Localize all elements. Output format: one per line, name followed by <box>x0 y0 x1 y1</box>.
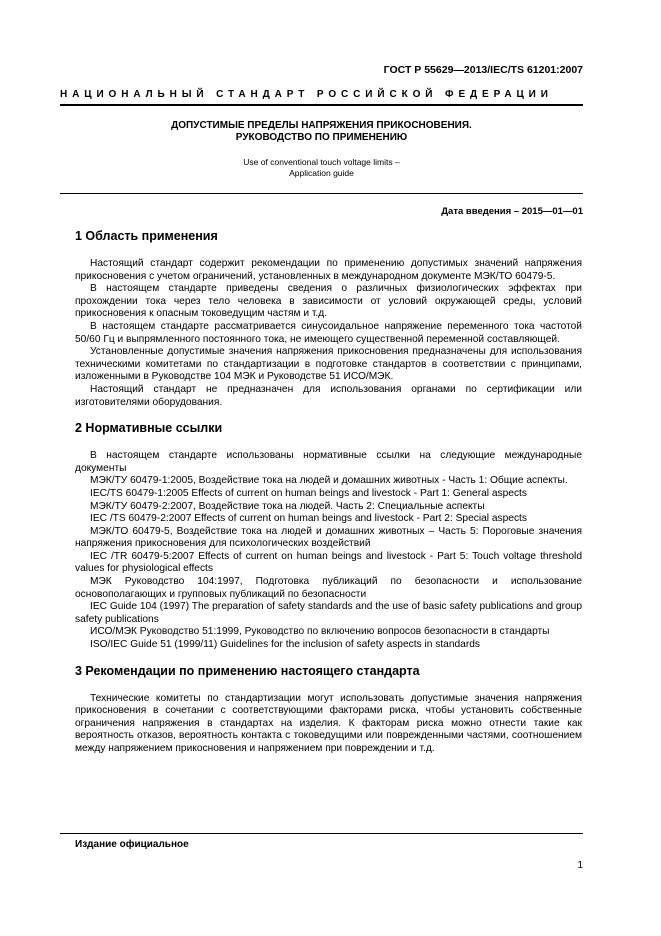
title-line-1: ДОПУСТИМЫЕ ПРЕДЕЛЫ НАПРЯЖЕНИЯ ПРИКОСНОВЕНИЯ. <box>171 120 472 131</box>
reference-item: ISO/IEC Guide 51 (1999/11) Guidelines for the inclusion of safety aspects in standards <box>90 639 480 651</box>
reference-item: МЭК/ТО 60479-5, Воздействие тока на людей и домашних животных – Часть 5: Пороговые значения напряжения прикосновения для психологических воздействий <box>75 525 582 550</box>
edition-label: Издание официальное <box>75 839 189 850</box>
english-title-line-1: Use of conventional touch voltage limits – <box>243 157 400 167</box>
paragraph: В настоящем стандарте приведены сведения о различных физиологических эффектах при прохождении тока через тело человека в зависимости от условий окружающей среды, условий прикосновения к опасным токоведущим частям и т.д. <box>75 283 582 320</box>
reference-item: ИСО/МЭК Руководство 51:1999, Руководство по включению вопросов безопасности в стандарты <box>90 626 550 638</box>
english-title <box>60 157 583 179</box>
section-heading-scope: 1 Область применения <box>75 229 218 243</box>
footer-divider <box>60 833 583 834</box>
paragraph: В настоящем стандарте использованы нормативные ссылки на следующие международные документы <box>75 450 582 474</box>
reference-item: IEC /TS 60479-2:2007 Effects of current on human beings and livestock - Part 2: Special aspects <box>90 513 527 525</box>
reference-item: IEC /TR 60479-5:2007 Effects of current on human beings and livestock - Part 5: Touch voltage threshold values for physiological effects <box>75 550 582 575</box>
paragraph: Установленные допустимые значения напряжения прикосновения предназначены для использования техническими комитетами по стандартизации в подготовке стандартов в соответствии с принципами, изложенными в Руководстве 104 МЭК и Руководстве 51 ИСО/МЭК. <box>75 346 582 383</box>
english-title-line-2: Application guide <box>289 168 354 178</box>
standard-title <box>60 120 583 144</box>
section-heading-references: 2 Нормативные ссылки <box>75 421 223 436</box>
reference-item: МЭК Руководство 104:1997, Подготовка публикаций по безопасности и использование основополагающих и групповых публикаций по безопасности <box>75 576 582 600</box>
paragraph: Технические комитеты по стандартизации могут использовать допустимые значения напряжения прикосновения в сочетании с соответствующими факторами риска, чтобы установить собственные ограничения напряжения в стандартах на изделия. К факторам риска можно отнести такие как вероятность отказов, вероятность контакта с токоведущими или поврежденными частями, соотношением между напряжением прикосновения и напряжением при повреждении и т.д. <box>75 692 582 754</box>
document-code: ГОСТ Р 55629—2013/IEC/TS 61201:2007 <box>383 64 583 76</box>
introduction-date: Дата введения – 2015—01—01 <box>441 206 583 217</box>
paragraph: Настоящий стандарт не предназначен для использования органами по сертификации или изготовителями оборудования. <box>75 383 582 408</box>
title-line-2: РУКОВОДСТВО ПО ПРИМЕНЕНИЮ <box>235 132 408 143</box>
paragraph: Настоящий стандарт содержит рекомендации по применению допустимых значений напряжения прикосновения с учетом ограничений, установленных в международном документе МЭК/ТО 60479-5. <box>75 258 582 282</box>
reference-item: МЭК/ТУ 60479-1:2005, Воздействие тока на людей и домашних животных - Часть 1: Общие аспекты. <box>90 475 568 487</box>
paragraph: В настоящем стандарте рассматривается синусоидальное напряжение переменного тока частотой 50/60 Гц и выпрямленного постоянного тока, не имеющего существенной переменной составляющей. <box>75 320 582 345</box>
reference-item: IEC Guide 104 (1997) The preparation of safety standards and the use of basic safety publications and group safety publications <box>75 601 582 625</box>
national-standard-heading: НАЦИОНАЛЬНЫЙ СТАНДАРТ РОССИЙСКОЙ ФЕДЕРАЦИИ <box>60 89 553 100</box>
page-number: 1 <box>577 860 583 871</box>
section-heading-recommendations: 3 Рекомендации по применению настоящего стандарта <box>75 663 420 678</box>
reference-item: МЭК/ТУ 60479-2:2007, Воздействие тока на людей. Часть 2: Специальные аспекты <box>90 500 485 512</box>
reference-item: IEC/TS 60479-1:2005 Effects of current on human beings and livestock - Part 1: General aspects <box>90 487 527 499</box>
header-divider <box>60 104 583 106</box>
document-body <box>75 229 582 756</box>
title-divider <box>60 193 583 194</box>
